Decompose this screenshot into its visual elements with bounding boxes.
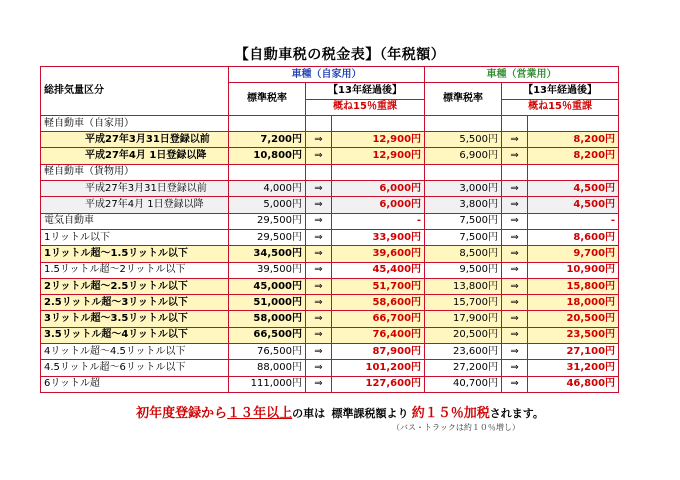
row-label: 平成27年3月31日登録以前 xyxy=(41,181,229,197)
business-after13-rate: 31,200円 xyxy=(528,360,619,376)
private-standard-rate: 76,500円 xyxy=(229,344,306,360)
business-arrow: ⇒ xyxy=(502,344,528,360)
private-standard-rate: 51,000円 xyxy=(229,295,306,311)
table-row xyxy=(41,229,619,245)
business-arrow: ⇒ xyxy=(502,278,528,294)
private-after13-rate: 12,900円 xyxy=(332,148,425,164)
table-row xyxy=(41,115,619,131)
private-standard-rate: 4,000円 xyxy=(229,181,306,197)
private-arrow: ⇒ xyxy=(306,148,332,164)
business-standard-rate: 5,500円 xyxy=(425,132,502,148)
private-arrow: ⇒ xyxy=(306,344,332,360)
business-after13-rate: 8,200円 xyxy=(528,148,619,164)
private-surcharge-header: 概ね15％重課 xyxy=(306,99,425,115)
private-after13-header: 【13年経過後】 xyxy=(306,83,425,99)
business-after13-rate: 46,800円 xyxy=(528,376,619,392)
row-label: 4.5リットル超～6リットル以下 xyxy=(41,360,229,376)
private-arrow: ⇒ xyxy=(306,327,332,343)
tax-table xyxy=(40,66,619,393)
business-header: 車種（営業用） xyxy=(425,67,619,83)
table-row xyxy=(41,311,619,327)
business-arrow: ⇒ xyxy=(502,295,528,311)
business-arrow: ⇒ xyxy=(502,181,528,197)
business-after13-rate: 15,800円 xyxy=(528,278,619,294)
private-standard-rate: 5,000円 xyxy=(229,197,306,213)
table-row xyxy=(41,344,619,360)
private-arrow: ⇒ xyxy=(306,213,332,229)
private-arrow xyxy=(306,164,332,180)
private-after13-rate xyxy=(332,115,425,131)
business-after13-rate: 18,000円 xyxy=(528,295,619,311)
business-standard-rate: 20,500円 xyxy=(425,327,502,343)
private-arrow xyxy=(306,115,332,131)
private-header: 車種（自家用） xyxy=(229,67,425,83)
business-after13-rate: 10,900円 xyxy=(528,262,619,278)
business-arrow: ⇒ xyxy=(502,148,528,164)
note-part6: 約１５％加税 xyxy=(411,406,490,421)
business-arrow: ⇒ xyxy=(502,213,528,229)
row-label: 1リットル超～1.5リットル以下 xyxy=(41,246,229,262)
row-label: 平成27年3月31日登録以前 xyxy=(41,132,229,148)
business-standard-rate: 27,200円 xyxy=(425,360,502,376)
private-standard-rate: 29,500円 xyxy=(229,229,306,245)
table-row xyxy=(41,295,619,311)
private-arrow: ⇒ xyxy=(306,197,332,213)
business-after13-rate: 23,500円 xyxy=(528,327,619,343)
row-label: 1リットル以下 xyxy=(41,229,229,245)
private-standard-rate: 88,000円 xyxy=(229,360,306,376)
business-standard-rate: 23,600円 xyxy=(425,344,502,360)
business-after13-rate: 8,600円 xyxy=(528,229,619,245)
table-row xyxy=(41,246,619,262)
row-label: 2.5リットル超～3リットル以下 xyxy=(41,295,229,311)
note-part3: の車は xyxy=(292,407,326,420)
private-after13-rate: 39,600円 xyxy=(332,246,425,262)
business-after13-rate: 20,500円 xyxy=(528,311,619,327)
business-arrow: ⇒ xyxy=(502,311,528,327)
private-standard-rate xyxy=(229,164,306,180)
private-after13-rate: 12,900円 xyxy=(332,132,425,148)
note-part5: より xyxy=(386,407,409,420)
table-row xyxy=(41,278,619,294)
business-arrow: ⇒ xyxy=(502,229,528,245)
category-header: 総排気量区分 xyxy=(41,67,229,116)
private-standard-rate: 66,500円 xyxy=(229,327,306,343)
note-part1: 初年度登録から xyxy=(136,406,228,421)
row-label: 3リットル超～3.5リットル以下 xyxy=(41,311,229,327)
business-standard-rate: 7,500円 xyxy=(425,213,502,229)
business-standard-rate xyxy=(425,115,502,131)
business-after13-rate: 8,200円 xyxy=(528,132,619,148)
business-arrow xyxy=(502,115,528,131)
table-row xyxy=(41,197,619,213)
business-after13-rate: 4,500円 xyxy=(528,181,619,197)
row-label: 1.5リットル超～2リットル以下 xyxy=(41,262,229,278)
table-row xyxy=(41,213,619,229)
private-after13-rate: 6,000円 xyxy=(332,181,425,197)
table-row xyxy=(41,360,619,376)
business-after13-rate: 4,500円 xyxy=(528,197,619,213)
private-arrow: ⇒ xyxy=(306,360,332,376)
private-arrow: ⇒ xyxy=(306,262,332,278)
private-standard-rate xyxy=(229,115,306,131)
header-row-1 xyxy=(41,67,619,83)
private-after13-rate: 87,900円 xyxy=(332,344,425,360)
private-after13-rate: 33,900円 xyxy=(332,229,425,245)
business-standard-rate: 17,900円 xyxy=(425,311,502,327)
business-arrow: ⇒ xyxy=(502,360,528,376)
private-after13-rate: - xyxy=(332,213,425,229)
table-row xyxy=(41,327,619,343)
private-after13-rate: 76,400円 xyxy=(332,327,425,343)
note-part2: １３年以上 xyxy=(227,406,293,421)
row-label: 電気自動車 xyxy=(41,213,229,229)
business-after13-rate: - xyxy=(528,213,619,229)
private-arrow: ⇒ xyxy=(306,278,332,294)
private-after13-rate xyxy=(332,164,425,180)
business-standard-rate: 13,800円 xyxy=(425,278,502,294)
private-standard-rate: 45,000円 xyxy=(229,278,306,294)
business-after13-rate xyxy=(528,115,619,131)
business-after13-rate xyxy=(528,164,619,180)
table-row xyxy=(41,164,619,180)
private-after13-rate: 51,700円 xyxy=(332,278,425,294)
row-label: 4リットル超～4.5リットル以下 xyxy=(41,344,229,360)
business-arrow: ⇒ xyxy=(502,132,528,148)
private-arrow: ⇒ xyxy=(306,181,332,197)
table-row xyxy=(41,262,619,278)
page-title: 【自動車税の税金表】（年税額） xyxy=(234,47,446,63)
row-label: 軽自動車（貨物用） xyxy=(41,164,229,180)
business-standard-rate: 7,500円 xyxy=(425,229,502,245)
private-after13-rate: 6,000円 xyxy=(332,197,425,213)
private-after13-rate: 66,700円 xyxy=(332,311,425,327)
surcharge-note xyxy=(0,402,680,421)
private-after13-rate: 127,600円 xyxy=(332,376,425,392)
private-standard-rate: 29,500円 xyxy=(229,213,306,229)
private-arrow: ⇒ xyxy=(306,295,332,311)
business-after13-header: 【13年経過後】 xyxy=(502,83,619,99)
business-standard-rate: 3,800円 xyxy=(425,197,502,213)
business-standard-rate: 6,900円 xyxy=(425,148,502,164)
row-label: 平成27年4月 1日登録以降 xyxy=(41,148,229,164)
note-part4: 標準課税額 xyxy=(331,407,387,420)
business-surcharge-header: 概ね15％重課 xyxy=(502,99,619,115)
business-after13-rate: 9,700円 xyxy=(528,246,619,262)
private-arrow: ⇒ xyxy=(306,246,332,262)
table-row xyxy=(41,132,619,148)
private-standard-rate: 39,500円 xyxy=(229,262,306,278)
business-arrow xyxy=(502,164,528,180)
business-arrow: ⇒ xyxy=(502,327,528,343)
table-row xyxy=(41,148,619,164)
private-standard-rate: 7,200円 xyxy=(229,132,306,148)
business-standard-rate xyxy=(425,164,502,180)
private-after13-rate: 45,400円 xyxy=(332,262,425,278)
business-standard-rate: 40,700円 xyxy=(425,376,502,392)
bus-truck-note: （バス・トラックは約１０％増し） xyxy=(392,423,520,432)
row-label: 3.5リットル超～4リットル以下 xyxy=(41,327,229,343)
table-row xyxy=(41,376,619,392)
private-standard-rate: 58,000円 xyxy=(229,311,306,327)
business-standard-rate: 8,500円 xyxy=(425,246,502,262)
private-standard-rate: 10,800円 xyxy=(229,148,306,164)
table-row xyxy=(41,181,619,197)
private-arrow: ⇒ xyxy=(306,132,332,148)
note-part7: されます。 xyxy=(489,407,544,420)
business-arrow: ⇒ xyxy=(502,197,528,213)
tax-table-body xyxy=(41,67,619,393)
business-arrow: ⇒ xyxy=(502,262,528,278)
private-standard-rate: 34,500円 xyxy=(229,246,306,262)
business-standard-rate: 3,000円 xyxy=(425,181,502,197)
row-label: 2リットル超～2.5リットル以下 xyxy=(41,278,229,294)
row-label: 6リットル超 xyxy=(41,376,229,392)
private-standard-rate-header: 標準税率 xyxy=(229,83,306,116)
private-arrow: ⇒ xyxy=(306,376,332,392)
business-standard-rate-header: 標準税率 xyxy=(425,83,502,116)
business-standard-rate: 15,700円 xyxy=(425,295,502,311)
private-arrow: ⇒ xyxy=(306,311,332,327)
private-after13-rate: 58,600円 xyxy=(332,295,425,311)
private-standard-rate: 111,000円 xyxy=(229,376,306,392)
private-after13-rate: 101,200円 xyxy=(332,360,425,376)
business-after13-rate: 27,100円 xyxy=(528,344,619,360)
business-arrow: ⇒ xyxy=(502,376,528,392)
business-arrow: ⇒ xyxy=(502,246,528,262)
private-arrow: ⇒ xyxy=(306,229,332,245)
row-label: 軽自動車（自家用） xyxy=(41,115,229,131)
row-label: 平成27年4月 1日登録以降 xyxy=(41,197,229,213)
business-standard-rate: 9,500円 xyxy=(425,262,502,278)
